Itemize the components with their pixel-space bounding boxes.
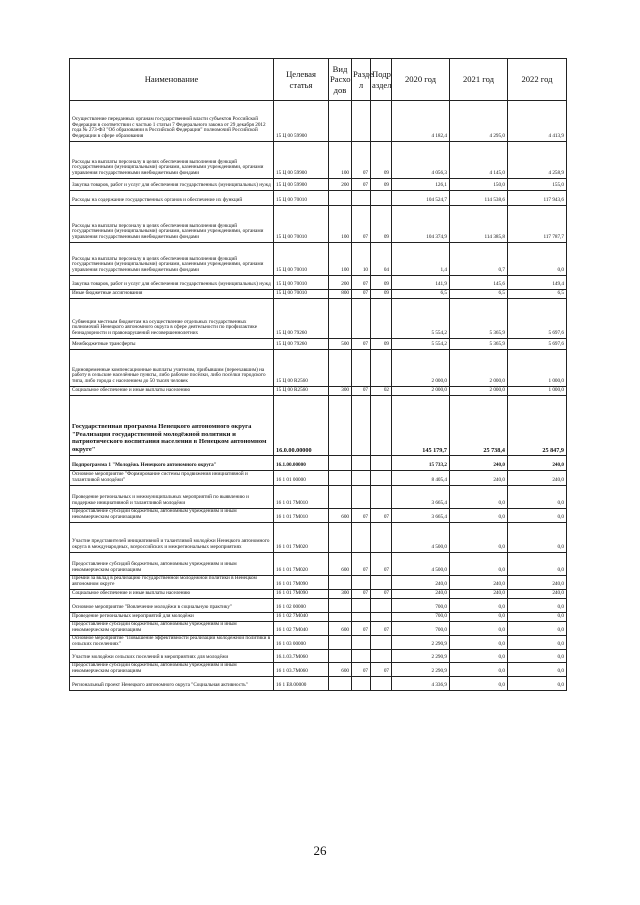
row-name: Основное мероприятие "Повышение эффективности реализации молодёжной политики в сельских поселениях"	[70, 636, 274, 650]
row-code: 15 Ц 00 59900	[274, 179, 329, 191]
row-name: Социальное обеспечение и иные выплаты населению	[70, 590, 274, 599]
row-name: Предоставление субсидий бюджетным, автономным учреждениям и иным некоммерческим организациям	[70, 622, 274, 636]
row-value-2021: 240,0	[450, 590, 508, 599]
row-razdel: 07	[352, 622, 371, 636]
row-value-2021: 0,0	[450, 650, 508, 663]
row-value-2022: 5 697,6	[508, 339, 567, 350]
row-value-2020: 8 405,4	[392, 471, 450, 486]
row-value-2022: 0,0	[508, 650, 567, 663]
header-2021: 2021 год	[450, 59, 508, 101]
row-value-2021: 0,0	[450, 486, 508, 509]
row-code: 16 1 03.7М060	[274, 663, 329, 677]
budget-table	[69, 58, 567, 691]
table-row	[70, 622, 567, 636]
row-razdel: 07	[352, 663, 371, 677]
header-name: Наименование	[70, 59, 274, 101]
row-value-2020: 3 665,4	[392, 509, 450, 523]
row-value-2022: 4 258,9	[508, 142, 567, 179]
row-value-2020: 1,4	[392, 243, 450, 276]
row-razdel	[352, 101, 371, 142]
table-row	[70, 663, 567, 677]
row-value-2021: 150,0	[450, 179, 508, 191]
row-code: 15 Ц 00 70010	[274, 243, 329, 276]
row-vid	[329, 523, 352, 553]
row-code: 16 1 02 7М040	[274, 613, 329, 622]
row-name: Проведение региональных и межмуниципальных мероприятий по выявлению и поддержке инициативной и талантливой молодёжи	[70, 486, 274, 509]
row-value-2020: 104 374,9	[392, 206, 450, 243]
row-code: 15 Ц 00 59900	[274, 142, 329, 179]
row-podrazdel	[371, 191, 392, 206]
row-podrazdel: 09	[371, 179, 392, 191]
header-2022: 2022 год	[508, 59, 567, 101]
row-code: 16 1 01 7М010	[274, 509, 329, 523]
row-code: 16.1.00.00000	[274, 456, 329, 471]
row-value-2021: 0,0	[450, 613, 508, 622]
page-number: 26	[313, 843, 327, 858]
row-code: 15 Ц 00 59900	[274, 101, 329, 142]
row-vid: 300	[329, 590, 352, 599]
row-name: Проведение региональных мероприятий для молодёжи	[70, 613, 274, 622]
table-row	[70, 191, 567, 206]
row-razdel: 07	[352, 553, 371, 576]
row-name: Участие представителей инициативной и талантливой молодёжи Ненецкого автономного округа в международных, всероссийских и межрегиональных мероприятиях	[70, 523, 274, 553]
row-name: Предоставление субсидий бюджетным, автономным учреждениям и иным некоммерческим организациям	[70, 553, 274, 576]
table-row	[70, 599, 567, 613]
row-podrazdel: 07	[371, 663, 392, 677]
row-value-2021: 4 145,0	[450, 142, 508, 179]
row-name: Закупка товаров, работ и услуг для обеспечения государственных (муниципальных) нужд	[70, 276, 274, 290]
row-value-2022: 240,0	[508, 456, 567, 471]
row-vid	[329, 101, 352, 142]
row-value-2020: 141,9	[392, 276, 450, 290]
table-header-row	[70, 59, 567, 101]
row-value-2022: 1 000,0	[508, 350, 567, 387]
table-row	[70, 636, 567, 650]
row-vid	[329, 299, 352, 339]
header-podrazdel: Подр аздел	[371, 59, 392, 101]
row-value-2020: 240,0	[392, 576, 450, 590]
row-vid: 200	[329, 276, 352, 290]
table-row	[70, 290, 567, 299]
row-podrazdel	[371, 350, 392, 387]
row-value-2022: 0,0	[508, 622, 567, 636]
row-vid	[329, 350, 352, 387]
table-row	[70, 590, 567, 599]
row-value-2022: 6,5	[508, 290, 567, 299]
table-row	[70, 350, 567, 387]
row-podrazdel: 04	[371, 243, 392, 276]
row-value-2020: 2 290,9	[392, 636, 450, 650]
row-value-2021: 0,0	[450, 523, 508, 553]
row-value-2021: 2 000,0	[450, 387, 508, 396]
row-value-2022: 5 697,6	[508, 299, 567, 339]
row-podrazdel: 09	[371, 290, 392, 299]
row-razdel	[352, 191, 371, 206]
row-value-2022: 0,0	[508, 509, 567, 523]
row-name: Социальное обеспечение и иные выплаты населению	[70, 387, 274, 396]
row-vid: 500	[329, 339, 352, 350]
row-value-2020: 145 179,7	[392, 396, 450, 456]
row-razdel	[352, 486, 371, 509]
row-value-2022: 0,0	[508, 243, 567, 276]
table-row	[70, 677, 567, 691]
table-row	[70, 101, 567, 142]
row-vid: 100	[329, 142, 352, 179]
row-code: 15 Ц 00 70010	[274, 276, 329, 290]
row-code: 16 1 01 7М090	[274, 590, 329, 599]
row-value-2021: 0,0	[450, 622, 508, 636]
row-value-2022: 240,0	[508, 590, 567, 599]
row-podrazdel	[371, 677, 392, 691]
row-name: Участие молодёжи сельских поселений в мероприятиях для молодёжи	[70, 650, 274, 663]
row-razdel	[352, 636, 371, 650]
row-value-2021: 0,0	[450, 509, 508, 523]
row-value-2021: 5 365,9	[450, 299, 508, 339]
row-value-2020: 15 733,2	[392, 456, 450, 471]
row-vid: 600	[329, 553, 352, 576]
header-vid: Вид Расхо дов	[329, 59, 352, 101]
row-podrazdel	[371, 613, 392, 622]
row-vid	[329, 396, 352, 456]
header-code: Целевая статья	[274, 59, 329, 101]
row-razdel: 07	[352, 179, 371, 191]
row-razdel	[352, 576, 371, 590]
row-value-2020: 4 182,4	[392, 101, 450, 142]
row-razdel	[352, 299, 371, 339]
header-razdel: Разде л	[352, 59, 371, 101]
table-row	[70, 387, 567, 396]
row-razdel: 07	[352, 206, 371, 243]
row-name: Единовременные компенсационные выплаты учителям, прибывшим (переехавшим) на работу в сельские населённые пункты, либо рабочие посёлки, либо посёлки городского типа, либо города с населением до 50 тысяч человек	[70, 350, 274, 387]
table-row	[70, 650, 567, 663]
row-name: Основное мероприятие "Вовлечение молодёжи в социальную практику"	[70, 599, 274, 613]
row-name: Основное мероприятие "Формирование системы продвижения инициативной и талантливой молодёжи"	[70, 471, 274, 486]
table-row	[70, 553, 567, 576]
table-row	[70, 509, 567, 523]
row-value-2022: 155,0	[508, 179, 567, 191]
row-razdel	[352, 613, 371, 622]
row-vid	[329, 191, 352, 206]
row-vid: 300	[329, 387, 352, 396]
row-value-2022: 117 943,6	[508, 191, 567, 206]
row-value-2022: 0,0	[508, 613, 567, 622]
row-razdel: 07	[352, 590, 371, 599]
row-vid	[329, 456, 352, 471]
row-code: 15 Ц 00 70010	[274, 290, 329, 299]
row-code: 16.1.03.7М060	[274, 650, 329, 663]
row-value-2021: 0,0	[450, 553, 508, 576]
row-razdel	[352, 650, 371, 663]
row-vid	[329, 486, 352, 509]
table-row	[70, 456, 567, 471]
row-name: Расходы на выплаты персоналу в целях обеспечения выполнения функций государственными (муниципальными) органами, казенными учреждениями, органами управления государственными внебюджетными фондами	[70, 206, 274, 243]
row-value-2022: 0,0	[508, 636, 567, 650]
row-podrazdel: 02	[371, 387, 392, 396]
row-value-2021: 5 365,9	[450, 339, 508, 350]
row-vid: 600	[329, 663, 352, 677]
row-value-2020: 6,5	[392, 290, 450, 299]
row-podrazdel: 09	[371, 276, 392, 290]
row-value-2020: 240,0	[392, 590, 450, 599]
row-value-2020: 104 524,7	[392, 191, 450, 206]
row-value-2020: 2 290,9	[392, 663, 450, 677]
row-name: Межбюджетные трансферты	[70, 339, 274, 350]
row-code: 16 1 01 7М090	[274, 576, 329, 590]
row-code: 15 Ц 00 79260	[274, 339, 329, 350]
row-name: Иные бюджетные ассигнования	[70, 290, 274, 299]
row-code: 16.0.00.00000	[274, 396, 329, 456]
row-podrazdel	[371, 576, 392, 590]
row-razdel: 07	[352, 276, 371, 290]
row-name: Подпрограмма 1 "Молодёжь Ненецкого автономного округа"	[70, 456, 274, 471]
row-value-2020: 700,0	[392, 622, 450, 636]
row-value-2021: 114 538,6	[450, 191, 508, 206]
row-vid: 200	[329, 179, 352, 191]
row-value-2021: 6,5	[450, 290, 508, 299]
row-name: Расходы на содержание государственных органов и обеспечение их функций	[70, 191, 274, 206]
row-podrazdel: 07	[371, 622, 392, 636]
row-razdel	[352, 396, 371, 456]
row-value-2022: 240,0	[508, 471, 567, 486]
row-vid	[329, 599, 352, 613]
row-name: Расходы на выплаты персоналу в целях обеспечения выполнения функций государственными (муниципальными) органами, казенными учреждениями, органами управления государственными внебюджетными фондами	[70, 142, 274, 179]
row-name: Субвенции местным бюджетам на осуществление отдельных государственных полномочий Ненецкого автономного округа в сфере деятельности по профилактике безнадзорности и правонарушений несовершеннолетних	[70, 299, 274, 339]
table-row	[70, 576, 567, 590]
row-value-2022: 25 847,9	[508, 396, 567, 456]
row-podrazdel: 09	[371, 206, 392, 243]
row-code: 16 1 03 00000	[274, 636, 329, 650]
row-code: 15 Ц 00 70010	[274, 191, 329, 206]
row-value-2020: 126,1	[392, 179, 450, 191]
row-razdel: 07	[352, 339, 371, 350]
row-razdel	[352, 677, 371, 691]
row-name: Государственная программа Ненецкого автономного округа "Реализация государственной молодёжной политики и патриотического воспитания населения в Ненецком автономном округе"	[70, 396, 274, 456]
table-row	[70, 299, 567, 339]
row-name: Премии за вклад в реализацию государственной молодёжной политики в Ненецком автономном округе	[70, 576, 274, 590]
table-row	[70, 276, 567, 290]
row-value-2021: 0,0	[450, 677, 508, 691]
row-razdel	[352, 471, 371, 486]
row-podrazdel	[371, 396, 392, 456]
row-vid: 600	[329, 509, 352, 523]
row-value-2020: 2 000,0	[392, 387, 450, 396]
row-value-2020: 2 290,9	[392, 650, 450, 663]
table-row	[70, 142, 567, 179]
row-podrazdel: 09	[371, 339, 392, 350]
row-value-2021: 114 385,8	[450, 206, 508, 243]
row-code: 15 Ц 00 79260	[274, 299, 329, 339]
table-row	[70, 243, 567, 276]
row-code: 16 1 01 7М020	[274, 553, 329, 576]
row-razdel: 10	[352, 243, 371, 276]
row-razdel	[352, 350, 371, 387]
row-value-2020: 4 500,0	[392, 553, 450, 576]
row-value-2020: 2 000,0	[392, 350, 450, 387]
row-razdel	[352, 599, 371, 613]
row-vid	[329, 471, 352, 486]
row-podrazdel: 07	[371, 590, 392, 599]
row-name: Предоставление субсидий бюджетным, автономным учреждениям и иным некоммерческим организациям	[70, 663, 274, 677]
table-row	[70, 396, 567, 456]
row-vid: 600	[329, 622, 352, 636]
row-name: Закупка товаров, работ и услуг для обеспечения государственных (муниципальных) нужд	[70, 179, 274, 191]
row-value-2021: 25 738,4	[450, 396, 508, 456]
table-row	[70, 179, 567, 191]
row-podrazdel	[371, 523, 392, 553]
row-value-2022: 0,0	[508, 553, 567, 576]
row-razdel	[352, 456, 371, 471]
row-podrazdel	[371, 471, 392, 486]
row-value-2022: 117 787,7	[508, 206, 567, 243]
row-podrazdel: 07	[371, 509, 392, 523]
row-podrazdel	[371, 299, 392, 339]
row-vid	[329, 636, 352, 650]
row-name: Расходы на выплаты персоналу в целях обеспечения выполнения функций государственными (муниципальными) органами, казенными учреждениями, органами управления государственными внебюджетными фондами	[70, 243, 274, 276]
row-value-2020: 4 500,0	[392, 523, 450, 553]
row-value-2022: 240,0	[508, 576, 567, 590]
row-podrazdel: 07	[371, 553, 392, 576]
row-code: 16 1 02 7М040	[274, 622, 329, 636]
row-code: 16 1 01 7М010	[274, 486, 329, 509]
row-value-2020: 700,0	[392, 613, 450, 622]
row-code: 15 Ц 00 70010	[274, 206, 329, 243]
row-podrazdel	[371, 456, 392, 471]
row-podrazdel: 09	[371, 142, 392, 179]
row-value-2021: 0,7	[450, 243, 508, 276]
row-value-2021: 0,0	[450, 636, 508, 650]
row-code: 16 1 01 7М020	[274, 523, 329, 553]
row-value-2022: 0,0	[508, 486, 567, 509]
row-value-2021: 240,0	[450, 456, 508, 471]
row-vid	[329, 677, 352, 691]
row-code: 16 1 Е8.00000	[274, 677, 329, 691]
row-name: Осуществление переданных органам государственной власти субъектов Российской Федерации в соответствии с частью 1 статьи 7 Федерального закона от 29 декабря 2012 года № 273-ФЗ "Об образовании в Российской Федерации" полномочий Российской Федерации в сфере образования	[70, 101, 274, 142]
row-value-2021: 0,0	[450, 663, 508, 677]
row-value-2021: 240,0	[450, 576, 508, 590]
table-row	[70, 339, 567, 350]
row-value-2020: 4 336,9	[392, 677, 450, 691]
row-value-2021: 240,0	[450, 471, 508, 486]
row-value-2020: 3 665,4	[392, 486, 450, 509]
row-podrazdel	[371, 636, 392, 650]
row-razdel: 07	[352, 290, 371, 299]
row-value-2022: 0,0	[508, 663, 567, 677]
row-podrazdel	[371, 101, 392, 142]
header-2020: 2020 год	[392, 59, 450, 101]
row-value-2020: 700,0	[392, 599, 450, 613]
row-value-2022: 0,0	[508, 523, 567, 553]
row-vid	[329, 613, 352, 622]
row-razdel: 07	[352, 142, 371, 179]
row-value-2020: 5 554,2	[392, 299, 450, 339]
row-value-2022: 149,4	[508, 276, 567, 290]
row-name: Региональный проект Ненецкого автономного округа "Социальная активность"	[70, 677, 274, 691]
row-value-2021: 0,0	[450, 599, 508, 613]
row-code: 16 1 01 00000	[274, 471, 329, 486]
row-value-2021: 4 295,0	[450, 101, 508, 142]
row-name: Предоставление субсидий бюджетным, автономным учреждениям и иным некоммерческим организациям	[70, 509, 274, 523]
row-podrazdel	[371, 650, 392, 663]
table-body	[70, 101, 567, 691]
row-value-2020: 5 554,2	[392, 339, 450, 350]
row-value-2022: 0,0	[508, 599, 567, 613]
row-vid: 800	[329, 290, 352, 299]
table-row	[70, 471, 567, 486]
row-razdel	[352, 523, 371, 553]
row-vid	[329, 576, 352, 590]
row-code: 16 1 02 00000	[274, 599, 329, 613]
row-razdel: 07	[352, 509, 371, 523]
row-podrazdel	[371, 599, 392, 613]
table-row	[70, 523, 567, 553]
row-podrazdel	[371, 486, 392, 509]
row-vid	[329, 650, 352, 663]
row-code: 15 Ц 00 R2560	[274, 350, 329, 387]
row-value-2021: 145,6	[450, 276, 508, 290]
row-value-2020: 4 056,3	[392, 142, 450, 179]
row-value-2022: 1 000,0	[508, 387, 567, 396]
row-razdel: 07	[352, 387, 371, 396]
row-vid: 100	[329, 243, 352, 276]
row-value-2021: 2 000,0	[450, 350, 508, 387]
table-row	[70, 486, 567, 509]
row-value-2022: 4 413,9	[508, 101, 567, 142]
row-code: 15 Ц 00 R2560	[274, 387, 329, 396]
table-row	[70, 206, 567, 243]
row-value-2022: 0,0	[508, 677, 567, 691]
row-vid: 100	[329, 206, 352, 243]
